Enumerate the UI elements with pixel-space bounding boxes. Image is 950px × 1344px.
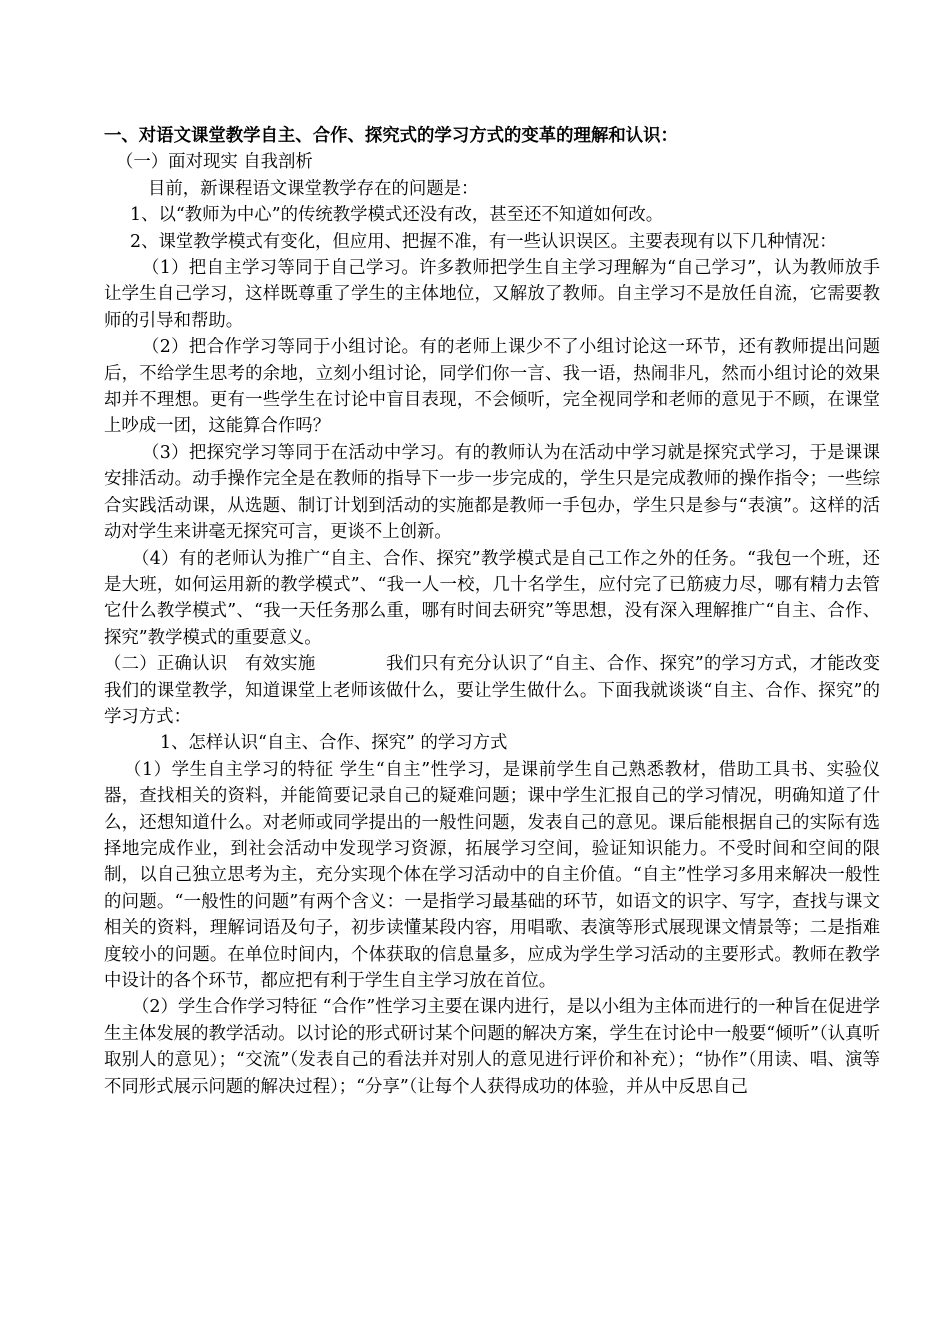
subsection-heading-1: （一）面对现实 自我剖析 (116, 152, 313, 173)
subsection-heading-2: （二）正确认识 有效实施 我们只有充分认识了“自主、合作、探究”的学习方式，才能改变我们的课堂教学，知道课堂上老师该做什么，要让学生做什么。下面我就谈谈“自主、合作、探究”的学习方式： (104, 654, 880, 727)
paragraph: （4）有的老师认为推广“自主、合作、探究”教学模式是自己工作之外的任务。“我包一个班，还是大班，如何运用新的教学模式”、“我一人一校，几十名学生，应付完了已筋疲力尽，哪有精力去管它什么教学模式”、“我一天任务那么重，哪有时间去研究”等思想，没有深入理解推广“自主、合作、探究”教学模式的重要意义。 (104, 548, 880, 648)
paragraph: （3）把探究学习等同于在活动中学习。有的教师认为在活动中学习就是探究式学习，于是课课安排活动。动手操作完全是在教师的指导下一步一步完成的，学生只是完成教师的操作指令；一些综合实践活动课，从选题、制订计划到活动的实施都是教师一手包办，学生只是参与“表演”。这样的活动对学生来讲毫无探究可言，更谈不上创新。 (104, 442, 880, 543)
document-body (104, 123, 880, 1100)
paragraph: 2、课堂教学模式有变化，但应用、把握不准，有一些认识误区。主要表现有以下几种情况： (130, 231, 837, 252)
paragraph: （2）把合作学习等同于小组讨论。有的老师上课少不了小组讨论这一环节，还有教师提出问题后，不给学生思考的余地，立刻小组讨论，同学们你一言、我一语，热闹非凡，然而小组讨论的效果却并不理想。更有一些学生在讨论中盲目表现，不会倾听，完全视同学和老师的意见于不顾，在课堂上吵成一团，这能算合作吗？ (104, 337, 880, 437)
section-heading: 一、对语文课堂教学自主、合作、探究式的学习方式的变革的理解和认识： (104, 126, 678, 146)
paragraph: （2）学生合作学习特征 “合作”性学习主要在课内进行，是以小组为主体而进行的一种旨在促进学生主体发展的教学活动。以讨论的形式研讨某个问题的解决方案，学生在讨论中一般要“倾听”（认真听取别人的意见）；“交流”（发表自己的看法并对别人的意见进行评价和补充）；“协作”（用读、唱、演等不同形式展示问题的解决过程）；“分享”（让每个人获得成功的体验，并从中反思自己 (104, 997, 880, 1097)
paragraph: 目前，新课程语文课堂教学存在的问题是： (148, 178, 479, 199)
paragraph: （1）把自主学习等同于自己学习。许多教师把学生自主学习理解为“自己学习”，认为教师放手让学生自己学习，这样既尊重了学生的主体地位，又解放了教师。自主学习不是放任自流，它需要教师的引导和帮助。 (104, 258, 880, 331)
paragraph: 1、怎样认识“自主、合作、探究” 的学习方式 (160, 733, 508, 754)
paragraph: （1）学生自主学习的特征 学生“自主”性学习，是课前学生自己熟悉教材，借助工具书、实验仪器，查找相关的资料，并能简要记录自己的疑难问题；课中学生汇报自己的学习情况，明确知道了什么，还想知道什么。对老师或同学提出的一般性问题，发表自己的意见。课后能根据自己的实际有选择地完成作业，到社会活动中发现学习资源，拓展学习空间，验证知识能力。不受时间和空间的限制，以自己独立思考为主，充分实现个体在学习活动中的自主价值。“自主”性学习多用来解决一般性的问题。“一般性的问题”有两个含义：一是指学习最基础的环节，如语文的识字、写字，查找与课文相关的资料，理解词语及句子，初步读懂某段内容，用唱歌、表演等形式展现课文情景等；二是指难度较小的问题。在单位时间内，个体获取的信息量多，应成为学生学习活动的主要形式。教师在教学中设计的各个环节，都应把有利于学生自主学习放在首位。 (104, 759, 880, 991)
paragraph: 1、以“教师为中心”的传统教学模式还没有改，甚至还不知道如何改。 (130, 205, 664, 226)
